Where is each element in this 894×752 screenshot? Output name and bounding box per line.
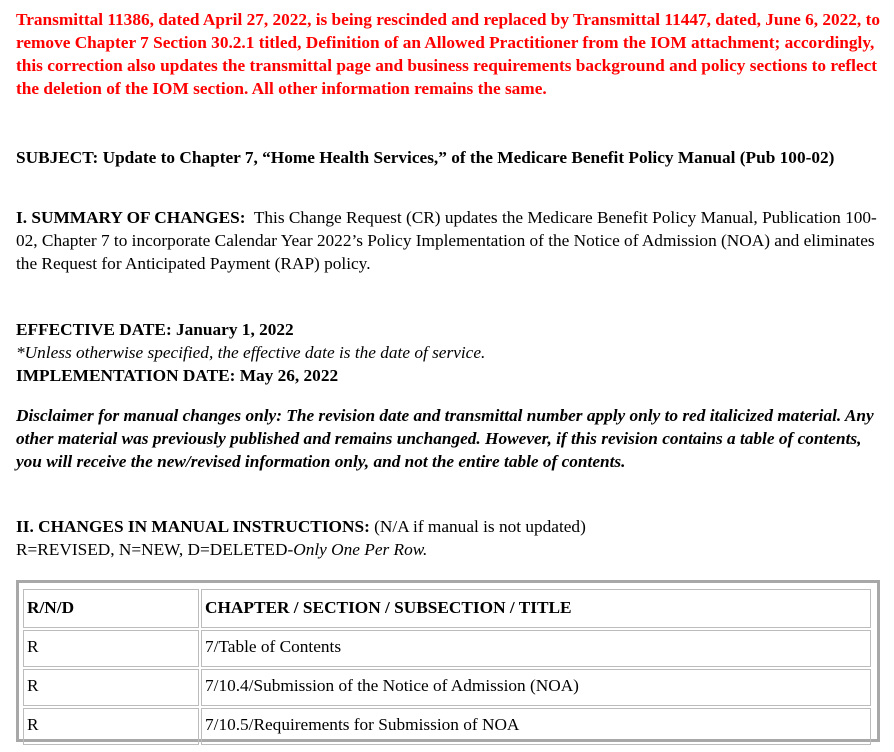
table-header-row xyxy=(23,589,871,628)
disclaimer: Disclaimer for manual changes only: The revision date and transmittal number apply only to red italicized material. Any other material was previously published and remains unchanged. However, if this revision contains a table of contents, you will receive the new/revised information only, and not the entire table of contents. xyxy=(16,406,874,471)
changes-note: (N/A if manual is not updated) xyxy=(374,517,586,536)
rescission-notice: Transmittal 11386, dated April 27, 2022, is being rescinded and replaced by Transmittal 11447, dated, June 6, 2022, to remove Chapter 7 Section 30.2.1 titled, Definition of an Allowed Practitioner from the IOM attachment; accordingly, this correction also updates the transmittal page and business requirements background and policy sections to reflect the deletion of the IOM section. All other information remains the same. xyxy=(16,10,880,98)
summary-of-changes xyxy=(16,206,882,275)
manual-changes-table xyxy=(16,580,880,742)
table-cell-rnd: R xyxy=(23,669,199,706)
summary-text: This Change Request (CR) updates the Medicare Benefit Policy Manual, Publication 100-02, Chapter 7 to incorporate Calendar Year 2022’s Policy Implementation of the Notice of Admission (NOA) and eliminates the Request for Anticipated Payment (RAP) policy. xyxy=(16,208,877,273)
summary-label: I. SUMMARY OF CHANGES: xyxy=(16,208,246,227)
effective-date: EFFECTIVE DATE: January 1, 2022 xyxy=(16,320,294,339)
table-row xyxy=(23,630,871,667)
column-header-chapter: CHAPTER / SECTION / SUBSECTION / TITLE xyxy=(201,589,871,628)
table-cell-chapter: 7/10.4/Submission of the Notice of Admission (NOA) xyxy=(201,669,871,706)
subject-line: SUBJECT: Update to Chapter 7, “Home Health Services,” of the Medicare Benefit Policy Manual (Pub 100-02) xyxy=(16,148,835,167)
implementation-date: IMPLEMENTATION DATE: May 26, 2022 xyxy=(16,366,339,385)
table-cell-rnd: R xyxy=(23,630,199,667)
table-cell-rnd: R xyxy=(23,708,199,745)
changes-label: II. CHANGES IN MANUAL INSTRUCTIONS: xyxy=(16,517,370,536)
table-cell-chapter: 7/Table of Contents xyxy=(201,630,871,667)
changes-section xyxy=(16,515,882,561)
table-row xyxy=(23,669,871,706)
dates-section xyxy=(16,318,882,387)
changes-legend: R=REVISED, N=NEW, D=DELETED- xyxy=(16,540,294,559)
changes-legend-italic: Only One Per Row. xyxy=(293,540,428,559)
effective-date-note: *Unless otherwise specified, the effective date is the date of service. xyxy=(16,343,486,362)
table-cell-chapter: 7/10.5/Requirements for Submission of NOA xyxy=(201,708,871,745)
column-header-rnd: R/N/D xyxy=(23,589,199,628)
table-row xyxy=(23,708,871,745)
